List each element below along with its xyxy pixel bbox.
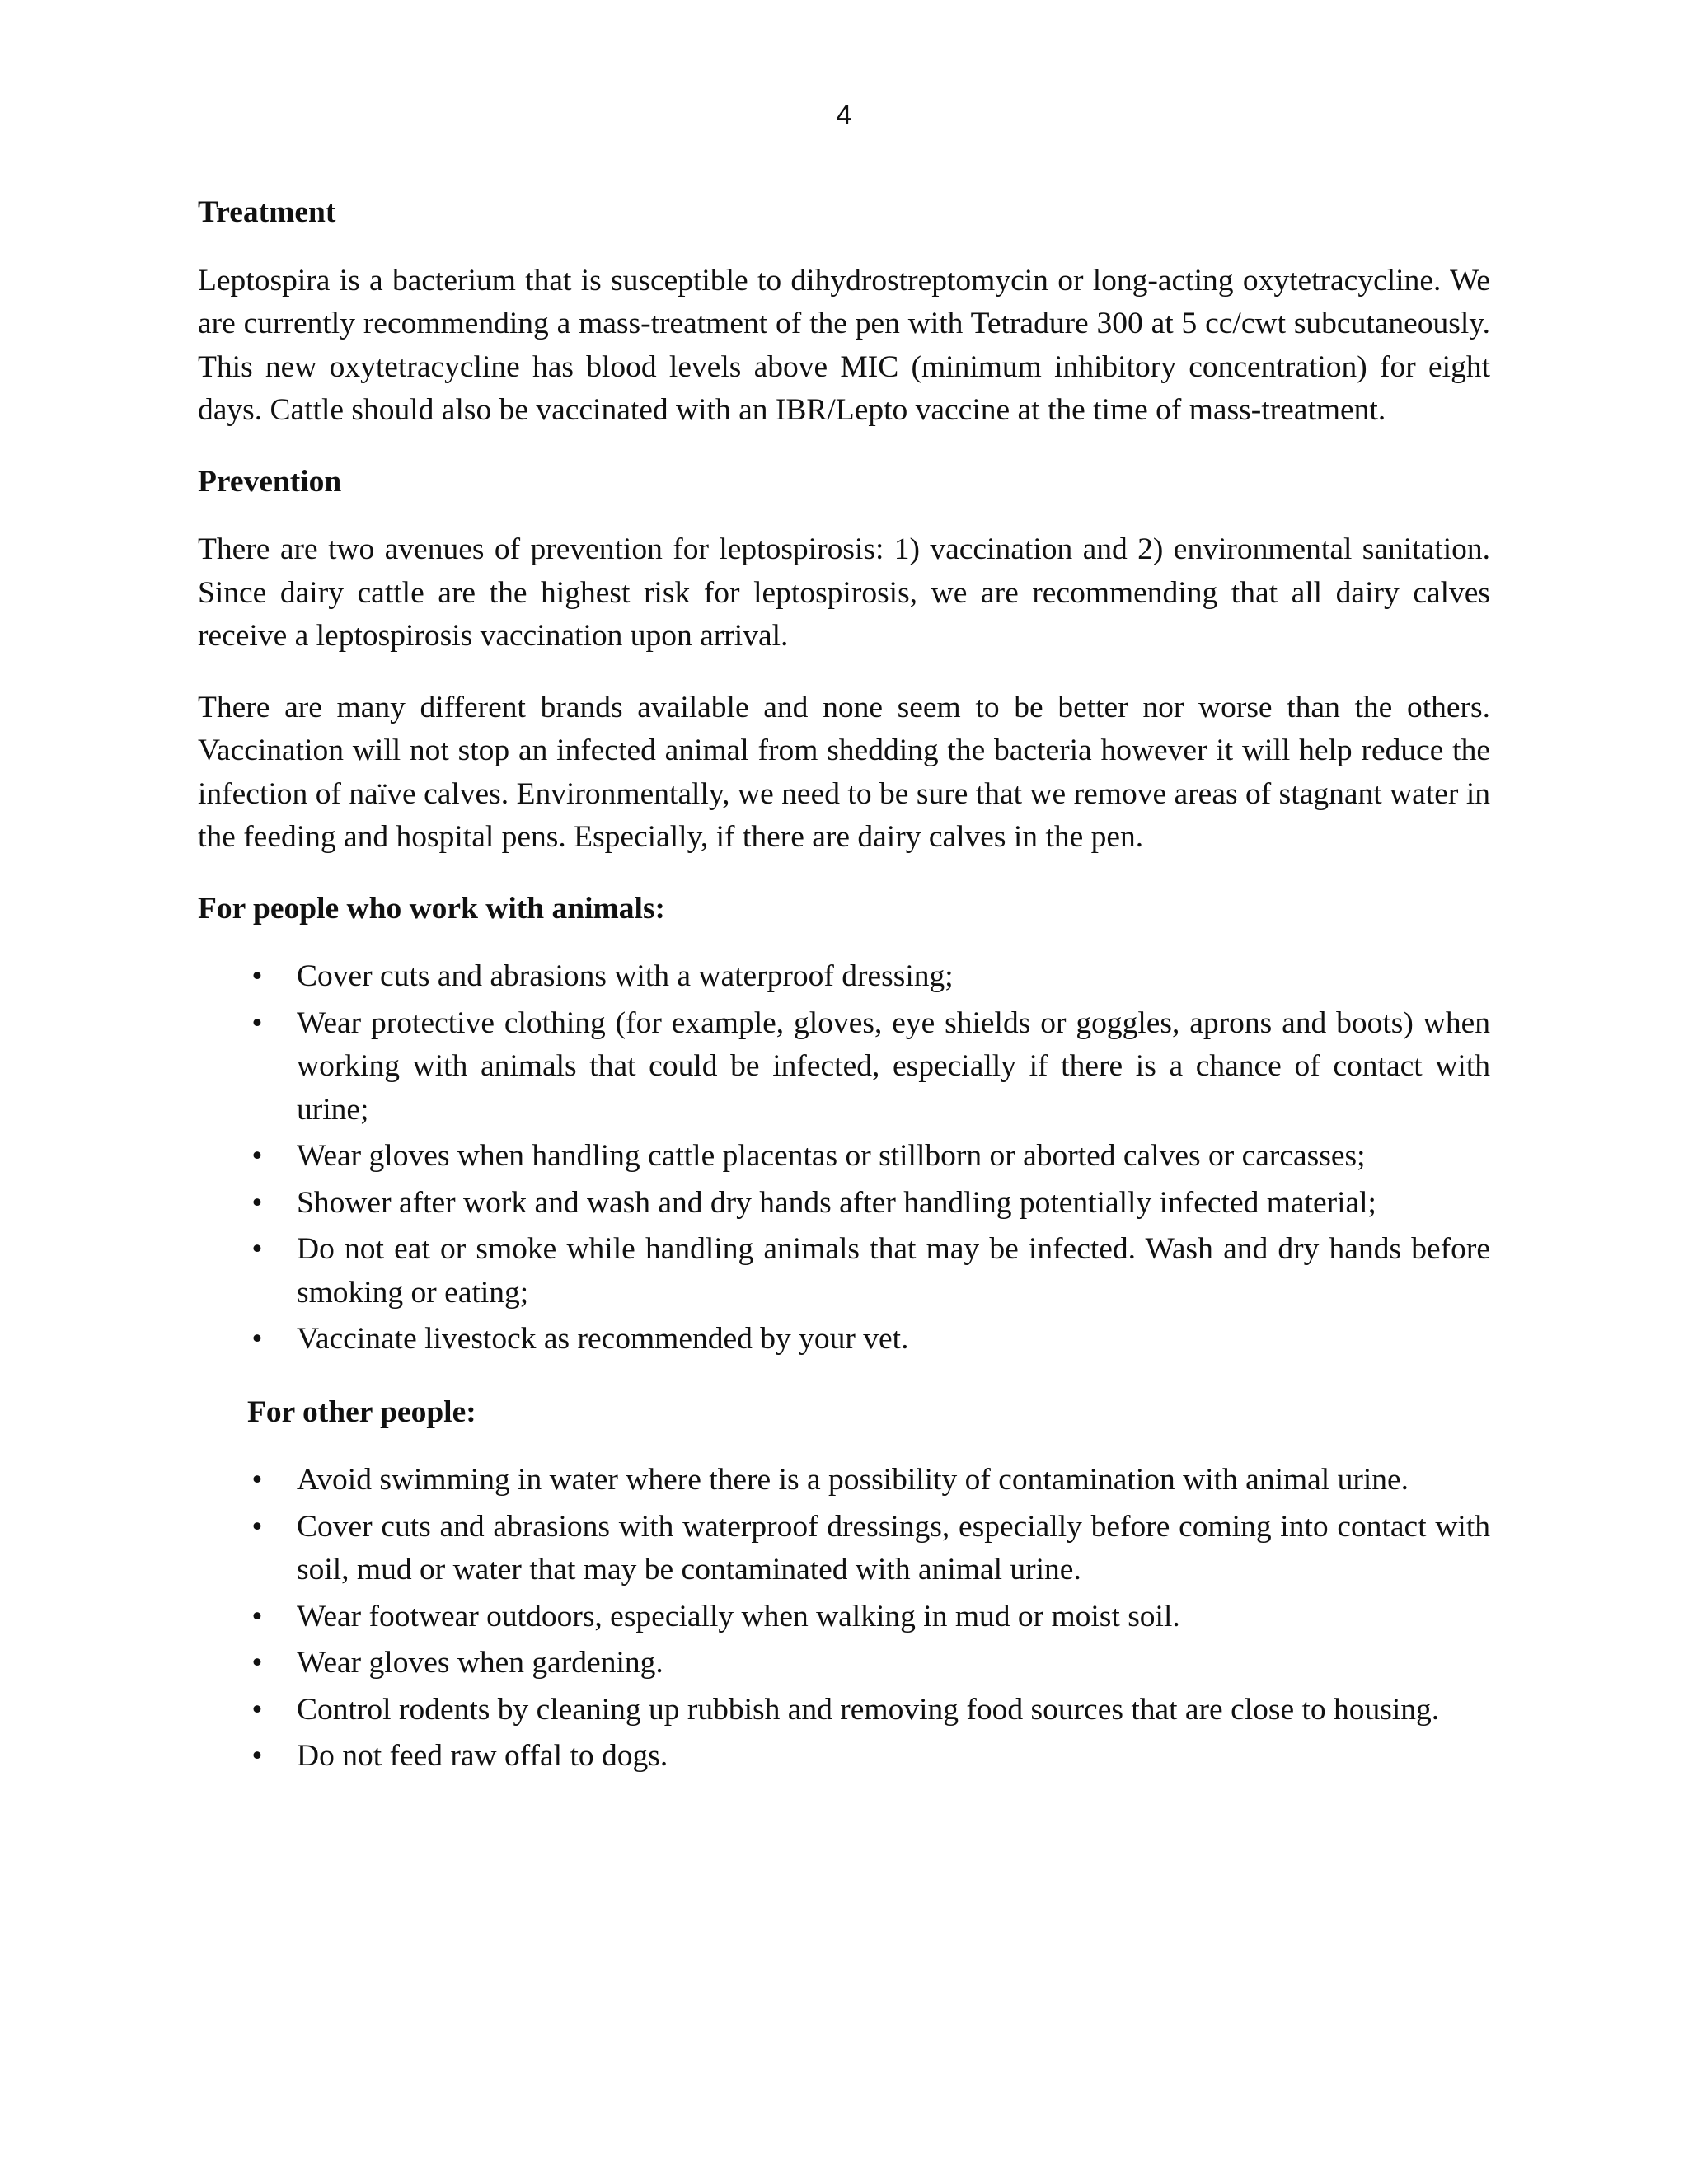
bullet-icon: •: [251, 1322, 263, 1356]
list-item: [198, 1459, 1490, 1502]
list-item: [198, 1642, 1490, 1685]
list-item-text: Shower after work and wash and dry hands after handling potentially infected material;: [297, 1185, 1376, 1220]
prevention-heading: Prevention: [198, 464, 342, 499]
list-item: [198, 1135, 1490, 1179]
list-item-text: Do not eat or smoke while handling animals that may be infected. Wash and dry hands before smoking or eating;: [297, 1232, 1490, 1310]
list-item: [198, 1318, 1490, 1361]
bullet-icon: •: [251, 1509, 263, 1544]
bullet-icon: •: [251, 1646, 263, 1680]
bullet-icon: •: [251, 1692, 263, 1727]
page-number: 4: [836, 100, 852, 131]
bullet-icon: •: [251, 959, 263, 993]
list-item: [198, 1002, 1490, 1132]
treatment-paragraph: Leptospira is a bacterium that is susceptible to dihydrostreptomycin or long-acting oxytetracycline. We are currently recommending a mass-treatment of the pen with Tetradure 300 at 5 cc/cwt subcutaneously. This new oxytetracycline has blood levels above MIC (minimum inhibitory concentration) for eight days. Cattle should also be vaccinated with an IBR/Lepto vaccine at the time of mass-treatment.: [198, 263, 1490, 427]
list-item-text: Wear gloves when gardening.: [297, 1646, 663, 1680]
others-section: [198, 1391, 1490, 1779]
bullet-icon: •: [251, 1463, 263, 1497]
bullet-icon: •: [251, 1185, 263, 1220]
others-list: [198, 1459, 1490, 1779]
page-content: [198, 191, 1490, 1808]
list-item-text: Cover cuts and abrasions with a waterproof dressing;: [297, 959, 954, 993]
list-item: [198, 1182, 1490, 1226]
list-item-text: Do not feed raw offal to dogs.: [297, 1739, 668, 1773]
treatment-section: [198, 191, 1490, 433]
bullet-icon: •: [251, 1232, 263, 1266]
list-item-text: Control rodents by cleaning up rubbish and removing food sources that are close to housing.: [297, 1692, 1440, 1727]
list-item: [198, 1689, 1490, 1732]
bullet-icon: •: [251, 1005, 263, 1040]
prevention-paragraph-1: There are two avenues of prevention for leptospirosis: 1) vaccination and 2) environmental sanitation. Since dairy cattle are the highest risk for leptospirosis, we are recommending that all dairy calves receive a leptospirosis vaccination upon arrival.: [198, 532, 1490, 653]
workers-heading: For people who work with animals:: [198, 891, 666, 926]
prevention-section: [198, 461, 1490, 860]
list-item-text: Vaccinate livestock as recommended by your vet.: [297, 1322, 909, 1356]
list-item: [198, 1596, 1490, 1639]
list-item: [198, 1735, 1490, 1779]
list-item-text: Avoid swimming in water where there is a possibility of contamination with animal urine.: [297, 1463, 1409, 1497]
bullet-icon: •: [251, 1139, 263, 1173]
list-item: [198, 1506, 1490, 1592]
treatment-heading: Treatment: [198, 195, 336, 229]
list-item-text: Wear gloves when handling cattle placentas or stillborn or aborted calves or carcasses;: [297, 1139, 1366, 1173]
others-heading: For other people:: [247, 1394, 476, 1429]
list-item-text: Cover cuts and abrasions with waterproof dressings, especially before coming into contact with soil, mud or water that may be contaminated with animal urine.: [297, 1509, 1490, 1586]
bullet-icon: •: [251, 1739, 263, 1773]
workers-list: [198, 955, 1490, 1361]
prevention-paragraph-2: There are many different brands available and none seem to be better nor worse than the others. Vaccination will not stop an infected animal from shedding the bacteria however it will help reduce the infection of naïve calves. Environmentally, we need to be sure that we remove areas of stagnant water in the feeding and hospital pens. Especially, if there are dairy calves in the pen.: [198, 690, 1490, 854]
list-item-text: Wear protective clothing (for example, gloves, eye shields or goggles, aprons and boots) when working with animals that could be infected, especially if there is a chance of contact with urine;: [297, 1005, 1490, 1127]
list-item: [198, 955, 1490, 999]
workers-section: [198, 888, 1490, 1361]
list-item-text: Wear footwear outdoors, especially when walking in mud or moist soil.: [297, 1599, 1180, 1633]
bullet-icon: •: [251, 1599, 263, 1633]
list-item: [198, 1228, 1490, 1315]
